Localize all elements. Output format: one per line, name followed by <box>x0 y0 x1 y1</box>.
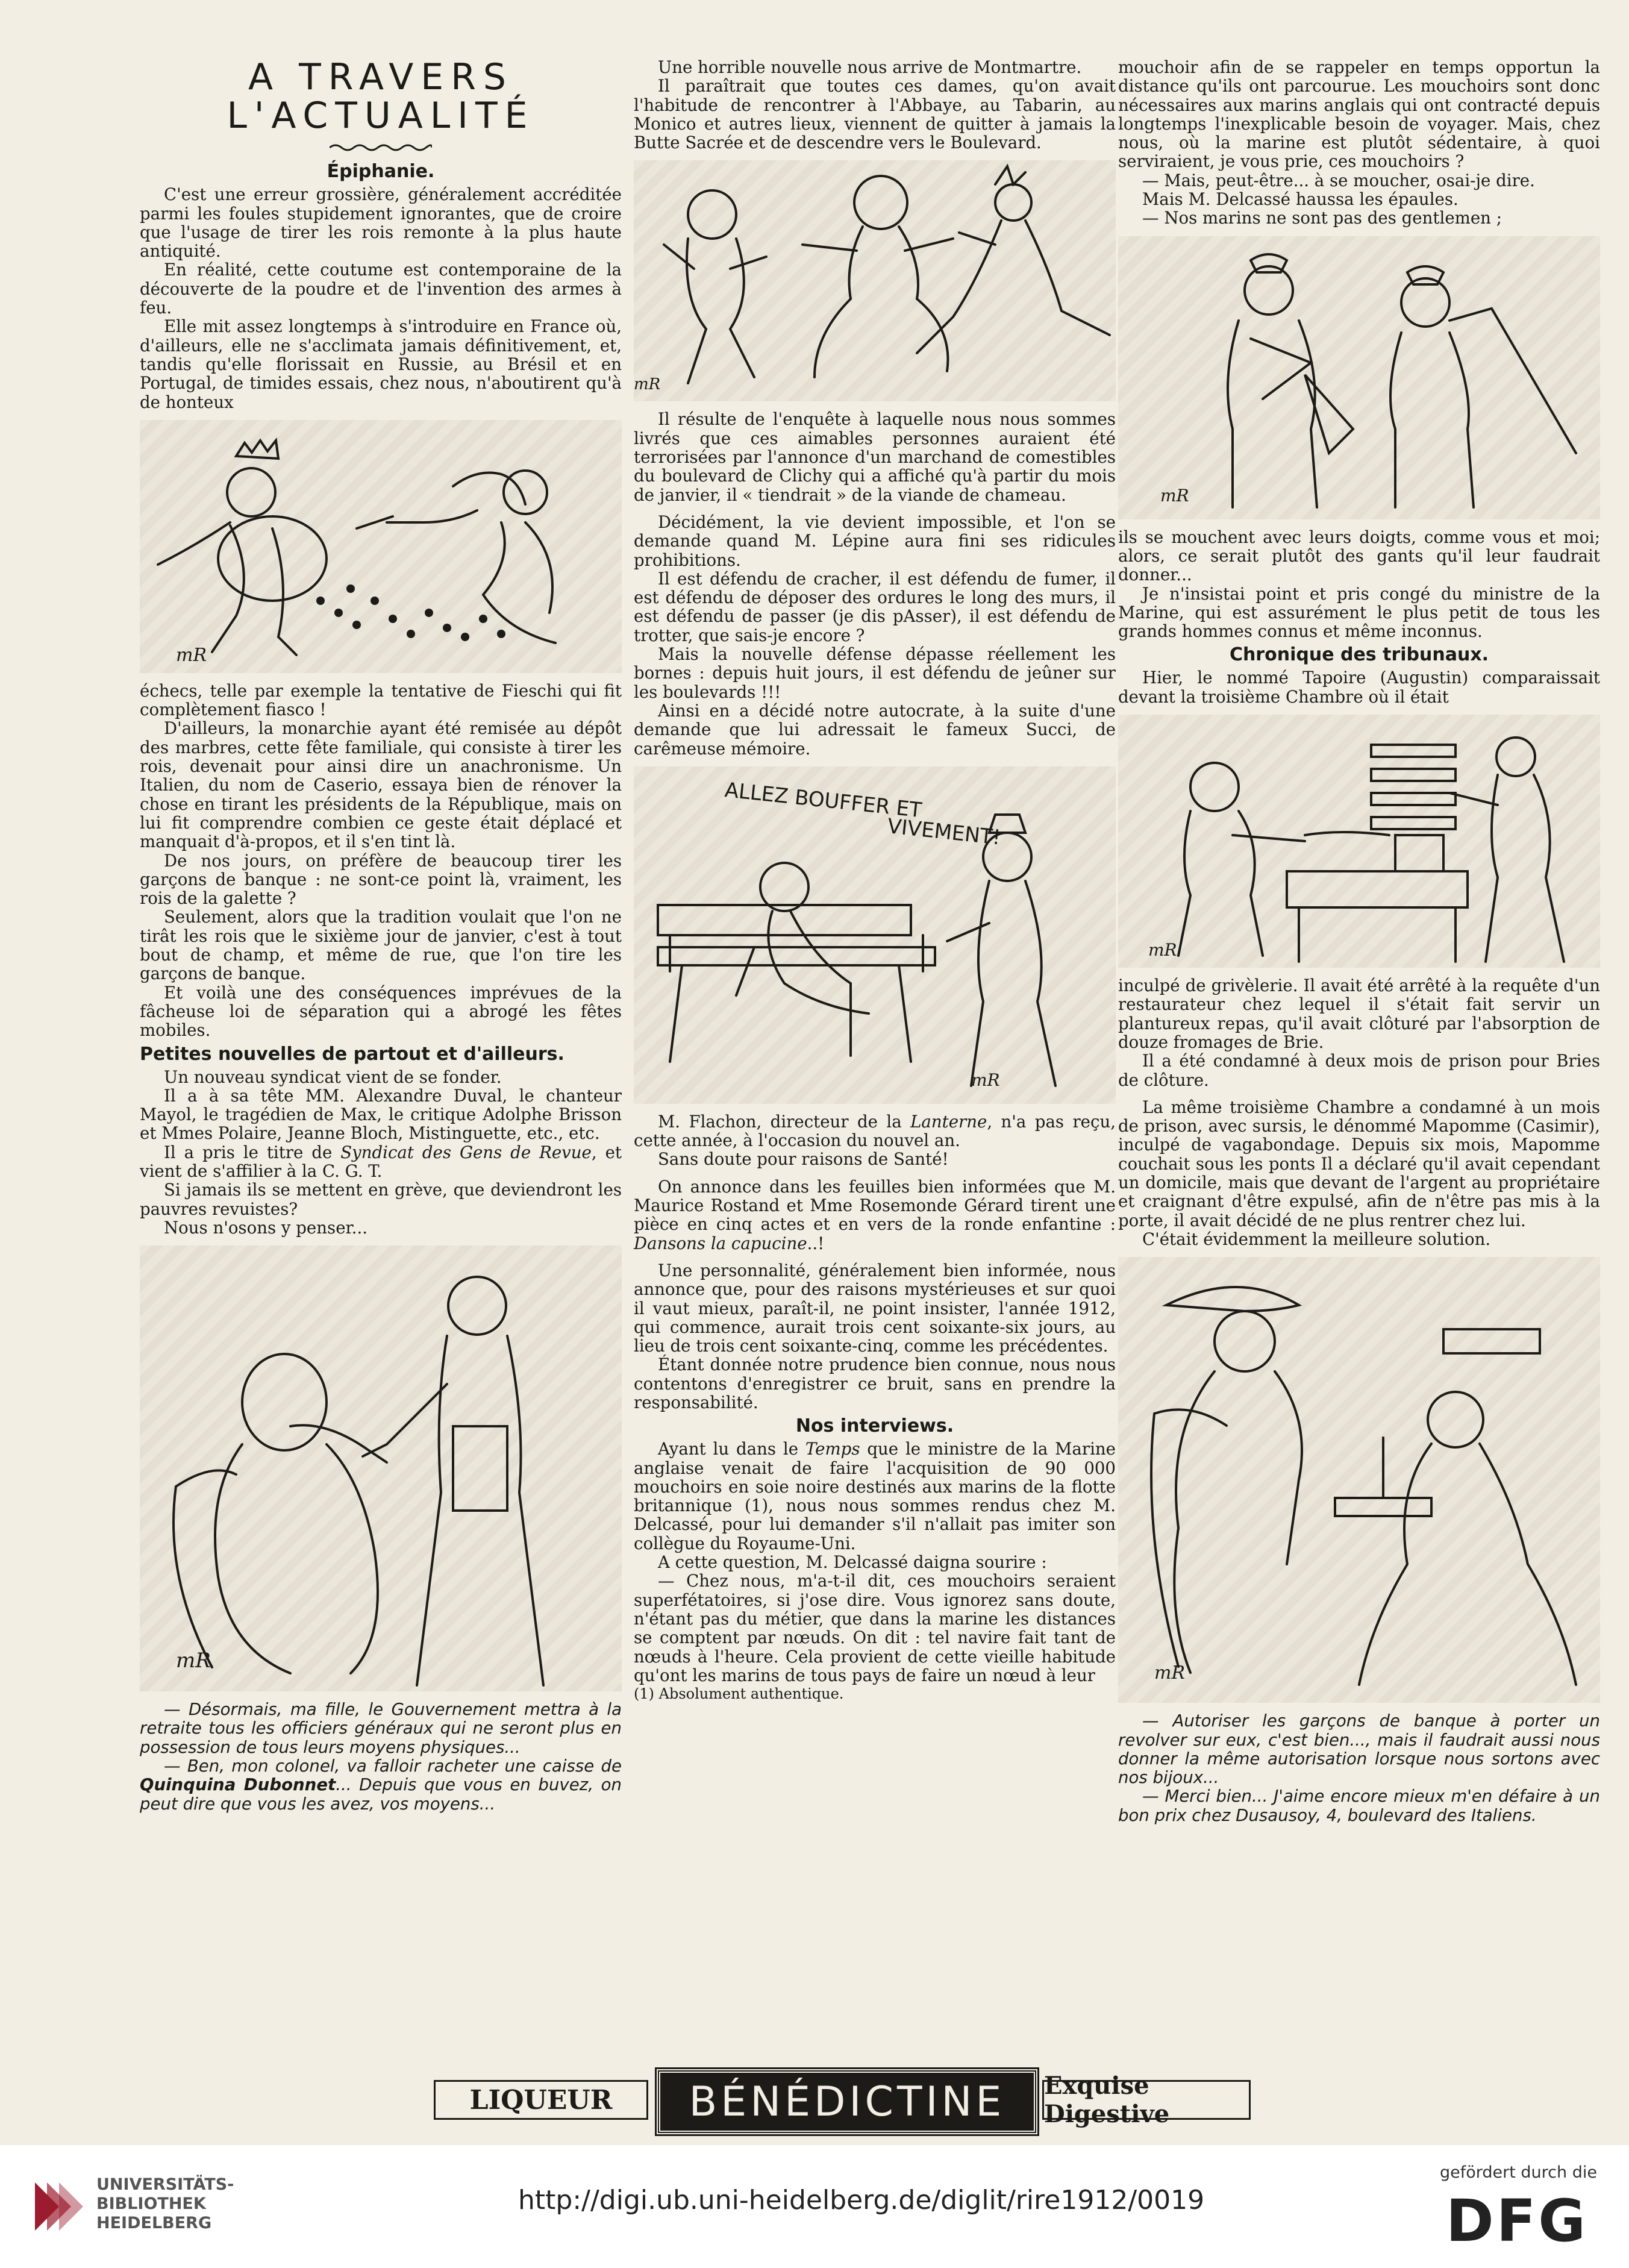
illustration-colonel-and-maid <box>140 1245 622 1691</box>
paragraph: — Mais, peut-être... à se moucher, osai-je dire. <box>1142 170 1535 190</box>
paragraph: On annonce dans les feuilles bien informées que M. Maurice Rostand et Mme Rosemonde Gérard tirent une pièce en cinq actes et en vers de la ronde enfantine : Dansons la capucine..! <box>634 1176 1116 1253</box>
paragraph: — Nos marins ne sont pas des gentlemen ; <box>1142 208 1502 228</box>
illustrator-signature: mR <box>176 644 207 666</box>
paragraph: A cette question, M. Delcassé daigna sourire : <box>658 1552 1047 1573</box>
illustrator-signature: mR <box>634 375 661 394</box>
caption: — Désormais, ma fille, le Gouvernement mettra à la retraite tous les officiers généraux qui ne seront plus en possession de tous leurs moyens physiques... <box>140 1699 622 1757</box>
illustration-sailors <box>1118 236 1600 519</box>
section-heading-tribunaux: Chronique des tribunaux. <box>1229 644 1489 666</box>
title-ornament <box>140 137 622 156</box>
paragraph: Il résulte de l'enquête à laquelle nous nous sommes livrés que ces aimables personnes auraient été terrorisées par l'annonce d'un marchand de comestibles du boulevard de Clichy qui a affiché qu'à partir du mois de janvier, il « tiendrait » de la viande de chameau. <box>634 409 1116 505</box>
paragraph: M. Flachon, directeur de la Lanterne, n'a pas reçu, cette année, à l'occasion du nouvel an. <box>634 1111 1116 1151</box>
paragraph: Il a à sa tête MM. Alexandre Duval, le chanteur Mayol, le tragédien de Max, le critique Adolphe Brisson et Mmes Polaire, Jeanne Bloch, Mistinguette, etc., etc. <box>140 1085 622 1144</box>
advert-left-label: LIQUEUR <box>434 2080 648 2120</box>
paragraph: Elle mit assez longtemps à s'introduire en France où, d'ailleurs, elle ne s'acclimata jamais définitivement, et, tandis qu'elle florissait en Russie, au Brésil et en Portugal, de timides essais, chez nous, n'aboutirent qu'à de honteux <box>140 316 622 412</box>
paragraph: Étant donnée notre prudence bien connue, nous nous contentons d'enregistrer ce bruit, sans en prendre la responsabilité. <box>634 1355 1116 1412</box>
paragraph: En réalité, cette coutume est contemporaine de la découverte de la poudre et de l'invention des armes à feu. <box>140 260 622 318</box>
illustrator-signature: mR <box>971 1070 1000 1090</box>
paragraph: Hier, le nommé Tapoire (Augustin) comparaissait devant la troisième Chambre où il était <box>1118 668 1600 707</box>
dfg-logo: DFG <box>1446 2187 1589 2255</box>
paragraph: C'est une erreur grossière, généralement accréditée parmi les foules stupidement ignorantes, que de croire que l'usage de tirer les rois remonte à la plus haute antiquité. <box>140 184 622 262</box>
paragraph: Sans doute pour raisons de Santé! <box>658 1149 949 1170</box>
illustration-restaurant <box>1118 715 1600 968</box>
university-library-logo-icon <box>29 2176 87 2239</box>
paragraph: La même troisième Chambre a condamné à un mois de prison, avec sursis, le dénommé Mapomme (Casimir), inculpé de vagabondage. Depuis six mois, Mapomme couchait sous les ponts Il a déclaré qu'il avait cependant un domicile, mais que devant de l'argent au propriétaire et craignant d'être expulsé, afin de n'être pas mis à la porte, il avait décidé de ne plus rentrer chez lui. <box>1118 1097 1600 1230</box>
column-3 <box>1118 58 1600 1825</box>
illustration-policeman-and-bench <box>634 766 1116 1104</box>
paragraph: De nos jours, on préfère de beaucoup tirer les garçons de banque : ne sont-ce point là, vraiment, les rois de la galette ? <box>140 850 622 909</box>
paragraph: Une personnalité, généralement bien informée, nous annonce que, pour des raisons mystérieuses et sur quoi il vaut mieux, paraît-il, ne point insister, l'année 1912, qui commence, aurait trois cent soixante-six jours, au lieu de trois cent soixante-cinq, comme les précédentes. <box>634 1260 1116 1356</box>
paragraph: ils se mouchent avec leurs doigts, comme vous et moi; alors, ce serait plutôt des gants qu'il leur faudrait donner... <box>1118 527 1600 585</box>
paragraph: Il paraîtrait que toutes ces dames, qu'on avait l'habitude de rencontrer à l'Abbaye, au Tabarin, au Monico et autres lieux, viennent de quitter à jamais la Butte Sacrée et de descendre vers le Boulevard. <box>634 76 1116 153</box>
footnote: (1) Absolument authentique. <box>634 1685 844 1703</box>
section-heading-epiphanie: Épiphanie. <box>327 161 435 183</box>
paragraph: Ainsi en a décidé notre autocrate, à la suite d'une demande que lui adressait le fameux Succi, de carêmeuse mémoire. <box>634 700 1116 759</box>
column-2 <box>634 58 1116 1703</box>
paragraph: Il a pris le titre de Syndicat des Gens de Revue, et vient de s'affilier à la C. G. T. <box>140 1142 622 1181</box>
paragraph: Mais la nouvelle défense dépasse réellement les bornes : depuis huit jours, il est défendu de jeûner sur les boulevards !!! <box>634 644 1116 702</box>
illustrator-signature: mR <box>176 1649 211 1673</box>
caption: — Ben, mon colonel, va falloir racheter une caisse de Quinquina Dubonnet... Depuis que vous en buvez, on peut dire que vous les avez, vos moyens... <box>140 1756 622 1814</box>
paragraph: inculpé de grivèlerie. Il avait été arrêté à la requête d'un restaurateur chez lequel il s'était fait servir un plantureux repas, qu'il avait clôturé par l'absorption de douze fromages de Brie. <box>1118 976 1600 1052</box>
paragraph: — Chez nous, m'a-t-il dit, ces mouchoirs seraient superfétatoires, si j'ose dire. Vous ignorez sans doute, n'étant pas du métier, que dans la marine les distances se comptent par nœuds. On dit : tel navire fait tant de nœuds à l'heure. Cela provient de cette vieille habitude qu'ont les marins de tous pays de faire un nœud à leur <box>634 1571 1116 1685</box>
paragraph: Nous n'osons y penser... <box>164 1217 367 1238</box>
paragraph: Il est défendu de cracher, il est défendu de fumer, il est défendu de déposer des ordures le long des murs, il est défendu de passer (je dis pAsser), il est défendu de trotter, que sais-je encore ? <box>634 568 1116 645</box>
paragraph: D'ailleurs, la monarchie ayant été remisée au dépôt des marbres, cette fête familiale, qui consiste à tirer les rois, devenait pour ainsi dire un anachronisme. Un Italien, du nom de Caserio, essaya bien de rénover la chose en tirant les présidents de la République, mais on lui fit comprendre combien ce geste était déplacé et manquait d'à-propos, et il s'en tint là. <box>140 718 622 852</box>
source-url-link[interactable]: http://digi.ub.uni-heidelberg.de/diglit/rire1912/0019 <box>518 2185 1205 2216</box>
paragraph: Une horrible nouvelle nous arrive de Montmartre. <box>658 57 1082 77</box>
illustration-shooting-king <box>140 420 622 673</box>
section-heading-interviews: Nos interviews. <box>795 1415 954 1437</box>
paragraph: Il a été condamné à deux mois de prison pour Bries de clôture. <box>1118 1051 1600 1090</box>
library-name: UNIVERSITÄTS- BIBLIOTHEK HEIDELBERG <box>96 2175 234 2232</box>
paragraph: Je n'insistai point et pris congé du ministre de la Marine, qui est assurément le plus petit de tous les grands hommes connus et même inconnus. <box>1118 583 1600 642</box>
illustration-dancers-leaving <box>634 160 1116 401</box>
column-1 <box>140 58 622 1813</box>
section-heading-petites-nouvelles: Petites nouvelles de partout et d'ailleurs. <box>140 1043 564 1065</box>
illustration-two-women <box>1118 1257 1600 1703</box>
caption: — Autoriser les garçons de banque à porter un revolver sur eux, c'est bien..., mais il faudrait aussi nous donner la même autorisation lorsque nous sortons avec nos bijoux... <box>1118 1711 1600 1788</box>
paragraph: échecs, telle par exemple la tentative de Fieschi qui fit complètement fiasco ! <box>140 680 622 720</box>
illustrator-signature: mR <box>1148 940 1177 960</box>
paragraph: Et voilà une des conséquences imprévues de la fâcheuse loi de séparation qui a abrogé les fêtes mobiles. <box>140 982 622 1041</box>
speech-bubble-text: VIVEMENT! <box>886 813 1002 850</box>
caption: — Merci bien... J'aime encore mieux m'en défaire à un bon prix chez Dusausoy, 4, boulevard des Italiens. <box>1118 1786 1600 1825</box>
paragraph: Si jamais ils se mettent en grève, que deviendront les pauvres revuistes? <box>140 1180 622 1219</box>
illustrator-signature: mR <box>1160 485 1189 506</box>
paragraph: Ayant lu dans le Temps que le ministre de la Marine anglaise venait de faire l'acquisition de 90 000 mouchoirs en soie noire destinés aux marins de la flotte britannique (1), nous nous sommes rendus chez M. Delcassé, pour lui demander s'il n'allait pas imiter son collègue du Royaume-Uni. <box>634 1439 1116 1553</box>
paragraph: Mais M. Delcassé haussa les épaules. <box>1142 189 1459 210</box>
advert-brand: BÉNÉDICTINE <box>657 2069 1037 2134</box>
advert-right-label: Exquise Digestive <box>1042 2080 1251 2120</box>
paragraph: Décidément, la vie devient impossible, et l'on se demande quand M. Lépine aura fini ses ridicules prohibitions. <box>634 512 1116 570</box>
speech-bubble-text: ALLEZ BOUFFER ET <box>724 777 923 823</box>
funding-note: gefördert durch die <box>1440 2163 1597 2182</box>
paragraph: Un nouveau syndicat vient de se fonder. <box>164 1067 502 1087</box>
digitization-footer <box>0 2145 1629 2268</box>
paragraph: C'était évidemment la meilleure solution. <box>1142 1229 1491 1249</box>
benedictine-advert <box>422 2061 1253 2133</box>
illustrator-signature: mR <box>1154 1662 1186 1684</box>
article-title-line2: L'ACTUALITÉ <box>227 95 535 137</box>
paragraph: mouchoir afin de se rappeler en temps opportun la distance qu'ils ont parcourue. Les mouchoirs sont donc nécessaires aux marins anglais qui ont contracté depuis longtemps l'inexplicable besoin de voyager. Mais, chez nous, où la marine est plutôt sédentaire, à quoi serviraient, je vous prie, ces mouchoirs ? <box>1118 57 1600 172</box>
article-title-line1: A TRAVERS <box>248 56 513 98</box>
paragraph: Seulement, alors que la tradition voulait que l'on ne tirât les rois que le sixième jour de janvier, c'est à tout bout de champ, et même de rue, que l'on tire les garçons de banque. <box>140 907 622 984</box>
